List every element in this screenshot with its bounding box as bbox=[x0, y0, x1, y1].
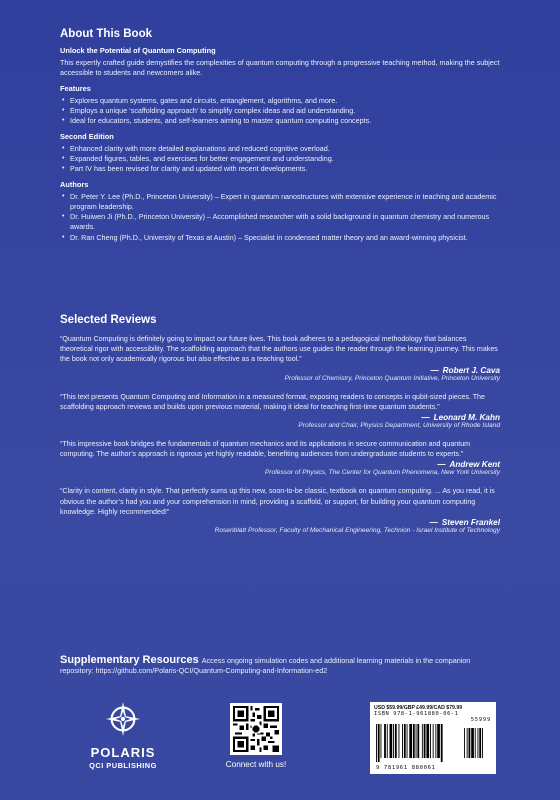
qr-code[interactable] bbox=[230, 703, 282, 755]
review-quote: “Quantum Computing is definitely going to impact our future lives. This book adheres to a pedagogical methodology that balances theoretical rigor with accessibility. The scaffolding approach that the authors use guides the reader through the learning journey. This makes the book not only academically rigorous but also effective as a teaching tool.” bbox=[60, 335, 498, 364]
review-quote: “This text presents Quantum Computing and Information in a measured format, exposing readers to concepts in qubit-sized pieces. The scaffolding approach reviews and builds upon previous material, making it ideal for teaching first-time quantum students.” bbox=[60, 392, 485, 411]
isbn-barcode bbox=[370, 702, 496, 774]
review-dash: — bbox=[421, 413, 430, 423]
about-title: About This Book bbox=[60, 28, 152, 40]
review-quote: “This impressive book bridges the fundamentals of quantum mechanics and its applications in secure communication and quantum computing. The author’s approach is rigorous yet highly readable, benefiting audiences from undergraduate students to experts.” bbox=[60, 440, 471, 459]
qr-code-icon bbox=[233, 706, 279, 752]
about-section bbox=[60, 28, 500, 243]
edition-heading: Second Edition bbox=[60, 131, 114, 141]
edition-item: • Part IV has been revised for clarity and updated with recent developments. bbox=[62, 164, 500, 174]
about-intro: This expertly crafted guide demystifies the complexities of quantum computing through a progressive teaching method, making the subject accessible to students and newcomers alike. bbox=[60, 58, 500, 78]
review-author bbox=[60, 366, 500, 375]
author-item: • Dr. Peter Y. Lee (Ph.D., Princeton University) – Expert in quantum nanostructures with extensive experience in teaching and academic program leadership. bbox=[62, 192, 500, 213]
price-label: USD $59.99/GBP £49.99/CAD $79.99 bbox=[374, 705, 463, 711]
author-item: • Dr. Ran Cheng (Ph.D., University of Texas at Austin) – Specialist in condensed matter theory and an award-winning physicist. bbox=[62, 233, 500, 243]
reviews-title: Selected Reviews bbox=[60, 314, 157, 326]
polaris-star-logo-icon bbox=[104, 700, 142, 738]
review-author bbox=[60, 413, 500, 422]
qr-caption: Connect with us! bbox=[225, 760, 287, 769]
supplementary-body: Access ongoing simulation codes and additional learning materials in the companion repository: https://github.com/Polaris-QCI/Quantum-Computing-and-Information-ed2 bbox=[60, 656, 471, 676]
edition-item: • Enhanced clarity with more detailed explanations and reduced cognitive overload. bbox=[62, 144, 500, 154]
feature-item: • Ideal for educators, students, and self-learners aiming to master quantum computing concepts. bbox=[62, 116, 500, 126]
reviews-section bbox=[60, 314, 500, 544]
review-dash: — bbox=[437, 460, 446, 470]
review-author bbox=[60, 460, 500, 469]
review-item bbox=[60, 334, 500, 382]
review-affiliation: Professor and Chair, Physics Department, University of Rhode Island bbox=[298, 422, 500, 430]
publisher-logo bbox=[78, 700, 168, 780]
features-list bbox=[62, 96, 500, 127]
author-item: • Dr. Huiwen Ji (Ph.D., Princeton University) – Accomplished researcher with a solid background in quantum chemistry and numerous awards. bbox=[62, 212, 500, 233]
edition-item: • Expanded figures, tables, and exercises for better engagement and understanding. bbox=[62, 154, 500, 164]
supplementary-section bbox=[60, 655, 500, 677]
review-dash: — bbox=[429, 518, 438, 528]
review-item bbox=[60, 486, 500, 534]
publisher-sub: QCI PUBLISHING bbox=[89, 761, 157, 770]
isbn-label: ISBN 978-1-961880-06-1 bbox=[374, 711, 459, 717]
price-addon-code: 55999 bbox=[470, 717, 491, 723]
review-affiliation: Rosenblatt Professor, Faculty of Mechanical Engineering, Technion - Israel Institute of Technology bbox=[214, 527, 500, 535]
review-author-name: Steven Frankel bbox=[441, 518, 500, 528]
barcode-icon bbox=[376, 724, 490, 762]
review-affiliation: Professor of Chemistry, Princeton Quantum Initiative, Princeton University bbox=[284, 374, 500, 382]
supplementary-title: Supplementary Resources bbox=[60, 654, 199, 666]
review-affiliation: Professor of Physics, The Center for Quantum Phenomena, New York University bbox=[264, 469, 500, 477]
review-author-name: Andrew Kent bbox=[449, 460, 500, 470]
review-author-name: Leonard M. Kahn bbox=[433, 413, 500, 423]
authors-list bbox=[62, 192, 500, 243]
review-item bbox=[60, 392, 500, 429]
review-item bbox=[60, 439, 500, 476]
supplementary-text bbox=[60, 655, 500, 677]
review-author bbox=[60, 518, 500, 527]
review-quote: “Clarity in content, clarity in style. That perfectly sums up this new, soon-to-be classic, textbook on quantum computing. ... As you read, it is obvious the author’s had you and your comprehension in mind, providing a scaffold, or support, for building your quantum computing knowledge. Highly recommended!” bbox=[60, 487, 495, 516]
publisher-name: POLARIS bbox=[90, 745, 156, 760]
features-heading: Features bbox=[60, 83, 91, 93]
feature-item: • Explores quantum systems, gates and circuits, entanglement, algorithms, and more. bbox=[62, 96, 500, 106]
authors-heading: Authors bbox=[60, 179, 89, 189]
review-author-name: Robert J. Cava bbox=[442, 365, 500, 375]
feature-item: • Employs a unique ‘scaffolding approach’ to simplify complex ideas and aid understanding. bbox=[62, 106, 500, 116]
barcode-digits: 9 781961 880061 bbox=[376, 765, 436, 771]
review-dash: — bbox=[430, 365, 439, 375]
edition-list bbox=[62, 144, 500, 175]
about-tagline: Unlock the Potential of Quantum Computing bbox=[60, 46, 216, 55]
